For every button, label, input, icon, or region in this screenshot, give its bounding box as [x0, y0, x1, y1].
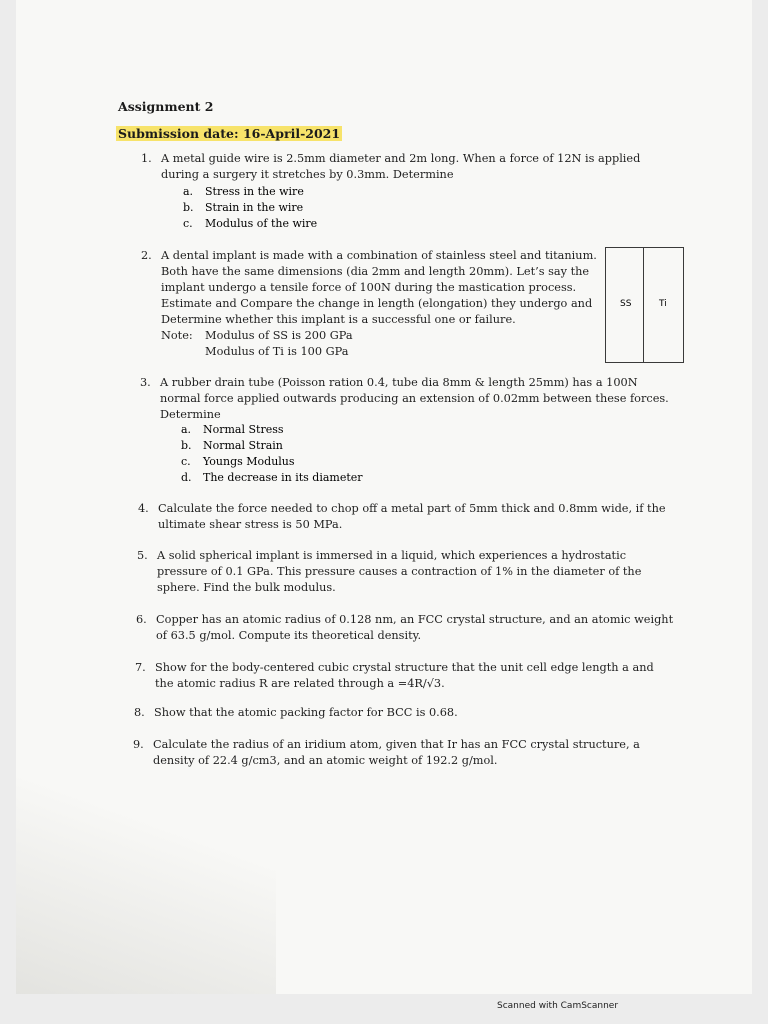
question-line: A metal guide wire is 2.5mm diameter and 2m long. When a force of 12N is applied — [161, 152, 641, 165]
note-ss: Modulus of SS is 200 GPa — [205, 329, 353, 342]
ti-label: Ti — [659, 299, 667, 309]
list-item: c. Modulus of the wire — [183, 217, 318, 230]
note-line — [161, 328, 597, 344]
submission-date: Submission date: 16-April-2021 — [118, 126, 341, 141]
list-item: d. The decrease in its diameter — [181, 471, 363, 484]
question-line: Both have the same dimensions (dia 2mm and length 20mm). Let’s say the — [161, 265, 590, 278]
implant-diagram — [605, 247, 684, 363]
question-line: Show that the atomic packing factor for BCC is 0.68. — [154, 706, 458, 719]
question-1-items — [183, 184, 317, 232]
ss-label: SS — [620, 299, 632, 309]
question-5 — [137, 548, 642, 596]
scanner-watermark: Scanned with CamScanner — [497, 1001, 619, 1011]
question-2 — [141, 248, 597, 360]
question-line: A solid spherical implant is immersed in a liquid, which experiences a hydrostatic — [157, 549, 627, 562]
question-number: 2. — [141, 249, 152, 262]
assignment-title: Assignment 2 — [118, 99, 214, 114]
question-line: Calculate the radius of an iridium atom, given that Ir has an FCC crystal structure, a — [153, 738, 640, 751]
question-line: ultimate shear stress is 50 MPa. — [158, 518, 343, 531]
question-line: of 63.5 g/mol. Compute its theoretical density. — [156, 629, 422, 642]
question-number: 8. — [134, 706, 145, 719]
question-number: 5. — [137, 549, 148, 562]
diagram-divider — [643, 248, 644, 362]
question-9 — [133, 737, 640, 769]
question-line: pressure of 0.1 GPa. This pressure causes a contraction of 1% in the diameter of the — [157, 565, 642, 578]
question-line: Determine whether this implant is a successful one or failure. — [161, 313, 516, 326]
note-label: Note: — [161, 329, 193, 342]
question-line: Show for the body-centered cubic crystal structure that the unit cell edge length a and — [155, 661, 654, 674]
list-item: b. Normal Strain — [181, 439, 283, 452]
note-ti: Modulus of Ti is 100 GPa — [205, 345, 349, 358]
question-line: sphere. Find the bulk modulus. — [157, 581, 336, 594]
question-line: implant undergo a tensile force of 100N during the mastication process. — [161, 281, 577, 294]
page-shadow — [16, 770, 276, 994]
list-item: a. Stress in the wire — [183, 185, 304, 198]
question-number: 7. — [135, 661, 146, 674]
question-6 — [136, 612, 674, 644]
question-line: normal force applied outwards producing an extension of 0.02mm between these forces. — [160, 392, 669, 405]
list-item: c. Youngs Modulus — [181, 455, 295, 468]
question-line: during a surgery it stretches by 0.3mm. Determine — [161, 168, 454, 181]
question-8 — [134, 705, 458, 721]
question-line: Calculate the force needed to chop off a metal part of 5mm thick and 0.8mm wide, if the — [158, 502, 666, 515]
question-7 — [135, 660, 654, 692]
question-number: 3. — [140, 376, 151, 389]
question-4 — [138, 501, 666, 533]
question-3 — [140, 375, 669, 423]
question-line: Copper has an atomic radius of 0.128 nm, an FCC crystal structure, and an atomic weight — [156, 613, 674, 626]
list-item: b. Strain in the wire — [183, 201, 304, 214]
question-number: 4. — [138, 502, 149, 515]
question-1 — [141, 151, 641, 183]
question-number: 6. — [136, 613, 147, 626]
question-line: Determine — [160, 408, 221, 421]
list-item: a. Normal Stress — [181, 423, 284, 436]
question-line: Estimate and Compare the change in length (elongation) they undergo and — [161, 297, 593, 310]
question-line: the atomic radius R are related through a =4R/√3. — [155, 677, 445, 690]
question-number: 9. — [133, 738, 144, 751]
question-3-items — [181, 422, 363, 486]
question-line: A dental implant is made with a combination of stainless steel and titanium. — [161, 249, 597, 262]
question-line: density of 22.4 g/cm3, and an atomic weight of 192.2 g/mol. — [153, 754, 498, 767]
question-line: A rubber drain tube (Poisson ration 0.4, tube dia 8mm & length 25mm) has a 100N — [160, 376, 638, 389]
question-number: 1. — [141, 152, 152, 165]
